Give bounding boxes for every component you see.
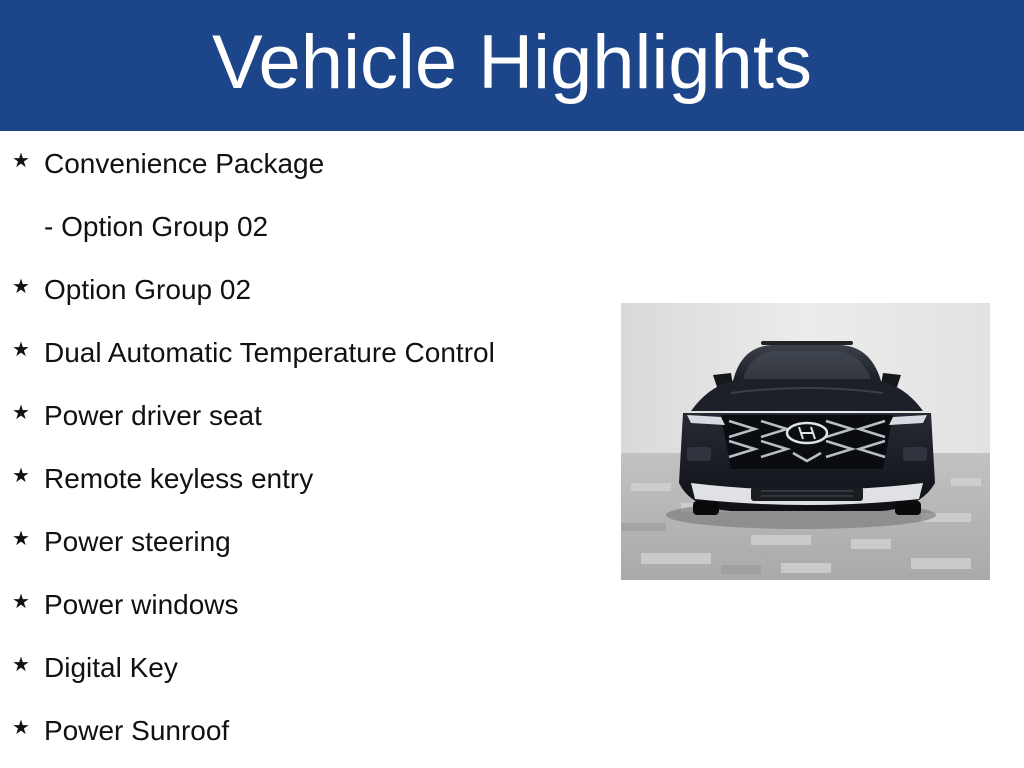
feature-item (0, 459, 600, 499)
feature-label: Option Group 02 (44, 274, 252, 305)
vehicle-photo (621, 303, 990, 580)
feature-label: Dual Automatic Temperature Control (44, 337, 495, 368)
feature-label: Power steering (44, 526, 231, 557)
star-icon: ★ (12, 402, 30, 424)
feature-label: Power Sunroof (44, 715, 230, 746)
feature-item (0, 270, 600, 310)
feature-item (0, 333, 600, 373)
star-icon: ★ (12, 339, 30, 361)
feature-label: Convenience Package (44, 148, 325, 179)
feature-subitem (0, 207, 600, 247)
page-title: Vehicle Highlights (212, 19, 812, 105)
feature-label: Power windows (44, 589, 239, 620)
star-icon: ★ (12, 465, 30, 487)
feature-label: Power driver seat (44, 400, 262, 431)
star-icon: ★ (12, 528, 30, 550)
star-icon: ★ (12, 150, 30, 172)
feature-item (0, 522, 600, 562)
star-icon: ★ (12, 654, 30, 676)
star-icon: ★ (12, 591, 30, 613)
feature-label: Remote keyless entry (44, 463, 314, 494)
feature-item (0, 396, 600, 436)
feature-label: Digital Key (44, 652, 178, 683)
feature-item (0, 648, 600, 688)
feature-item (0, 711, 600, 751)
feature-item (0, 144, 600, 184)
star-icon: ★ (12, 717, 30, 739)
star-icon: ★ (12, 276, 30, 298)
feature-item (0, 585, 600, 625)
feature-label: - Option Group 02 (44, 211, 269, 242)
header-banner (0, 0, 1024, 131)
